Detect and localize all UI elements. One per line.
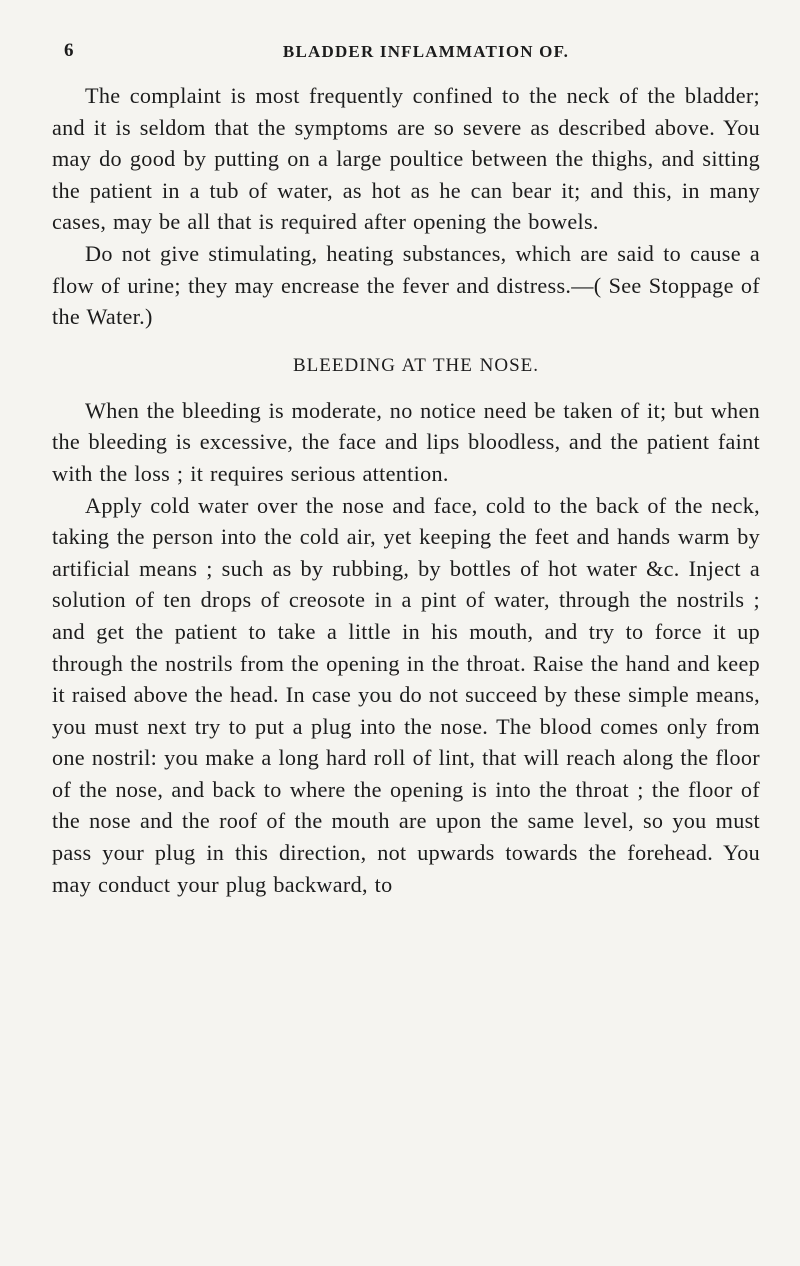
paragraph-bleeding-moderate: When the bleeding is moderate, no notice need be taken of it; but when the bleeding is excessive, the face and lips bloodless, and the patient faint with the loss ; it requires serious attention.: [52, 397, 760, 486]
section-heading-bleeding-at-nose: BLEEDING AT THE NOSE.: [292, 354, 540, 376]
paragraph-stimulating-substances: Do not give stimulating, heating substances, which are said to cause a flow of urine; they may encrease the fever and distress.—( See Stoppage of the Water.): [52, 240, 760, 330]
paragraph-neck-of-bladder: The complaint is most frequently confined to the neck of the bladder; and it is seldom that the symptoms are so severe as described above. You may do good by putting on a large poultice between the thighs, and sitting the patient in a tub of water, as hot as he can bear it; and this, in many cases, may be all that is required after opening the bowels.: [52, 83, 760, 235]
page-body: [52, 80, 760, 900]
running-head: BLADDER INFLAMMATION OF.: [282, 42, 570, 61]
paragraph-apply-cold-water: Apply cold water over the nose and face, cold to the back of the neck, taking the person into the cold air, yet keeping the feet and hands warm by artificial means ; such as by rubbing, by bottles of hot water &c. Inject a solution of ten drops of creosote in a pint of water, through the nostrils ; and get the patient to take a little in his mouth, and try to force it up through the nostrils from the opening in the throat. Raise the hand and keep it raised above the head. In case you do not succeed by these simple means, you must next try to put a plug into the nose. The blood comes only from one nostril: you make a long hard roll of lint, that will reach along the floor of the nose, and back to where the opening is into the throat ; the floor of the nose and the roof of the mouth are upon the same level, so you must pass your plug in this direction, not upwards towards the forehead. You may conduct your plug backward, to: [52, 492, 760, 897]
page-header: [52, 40, 760, 80]
page-number: 6: [64, 40, 74, 61]
